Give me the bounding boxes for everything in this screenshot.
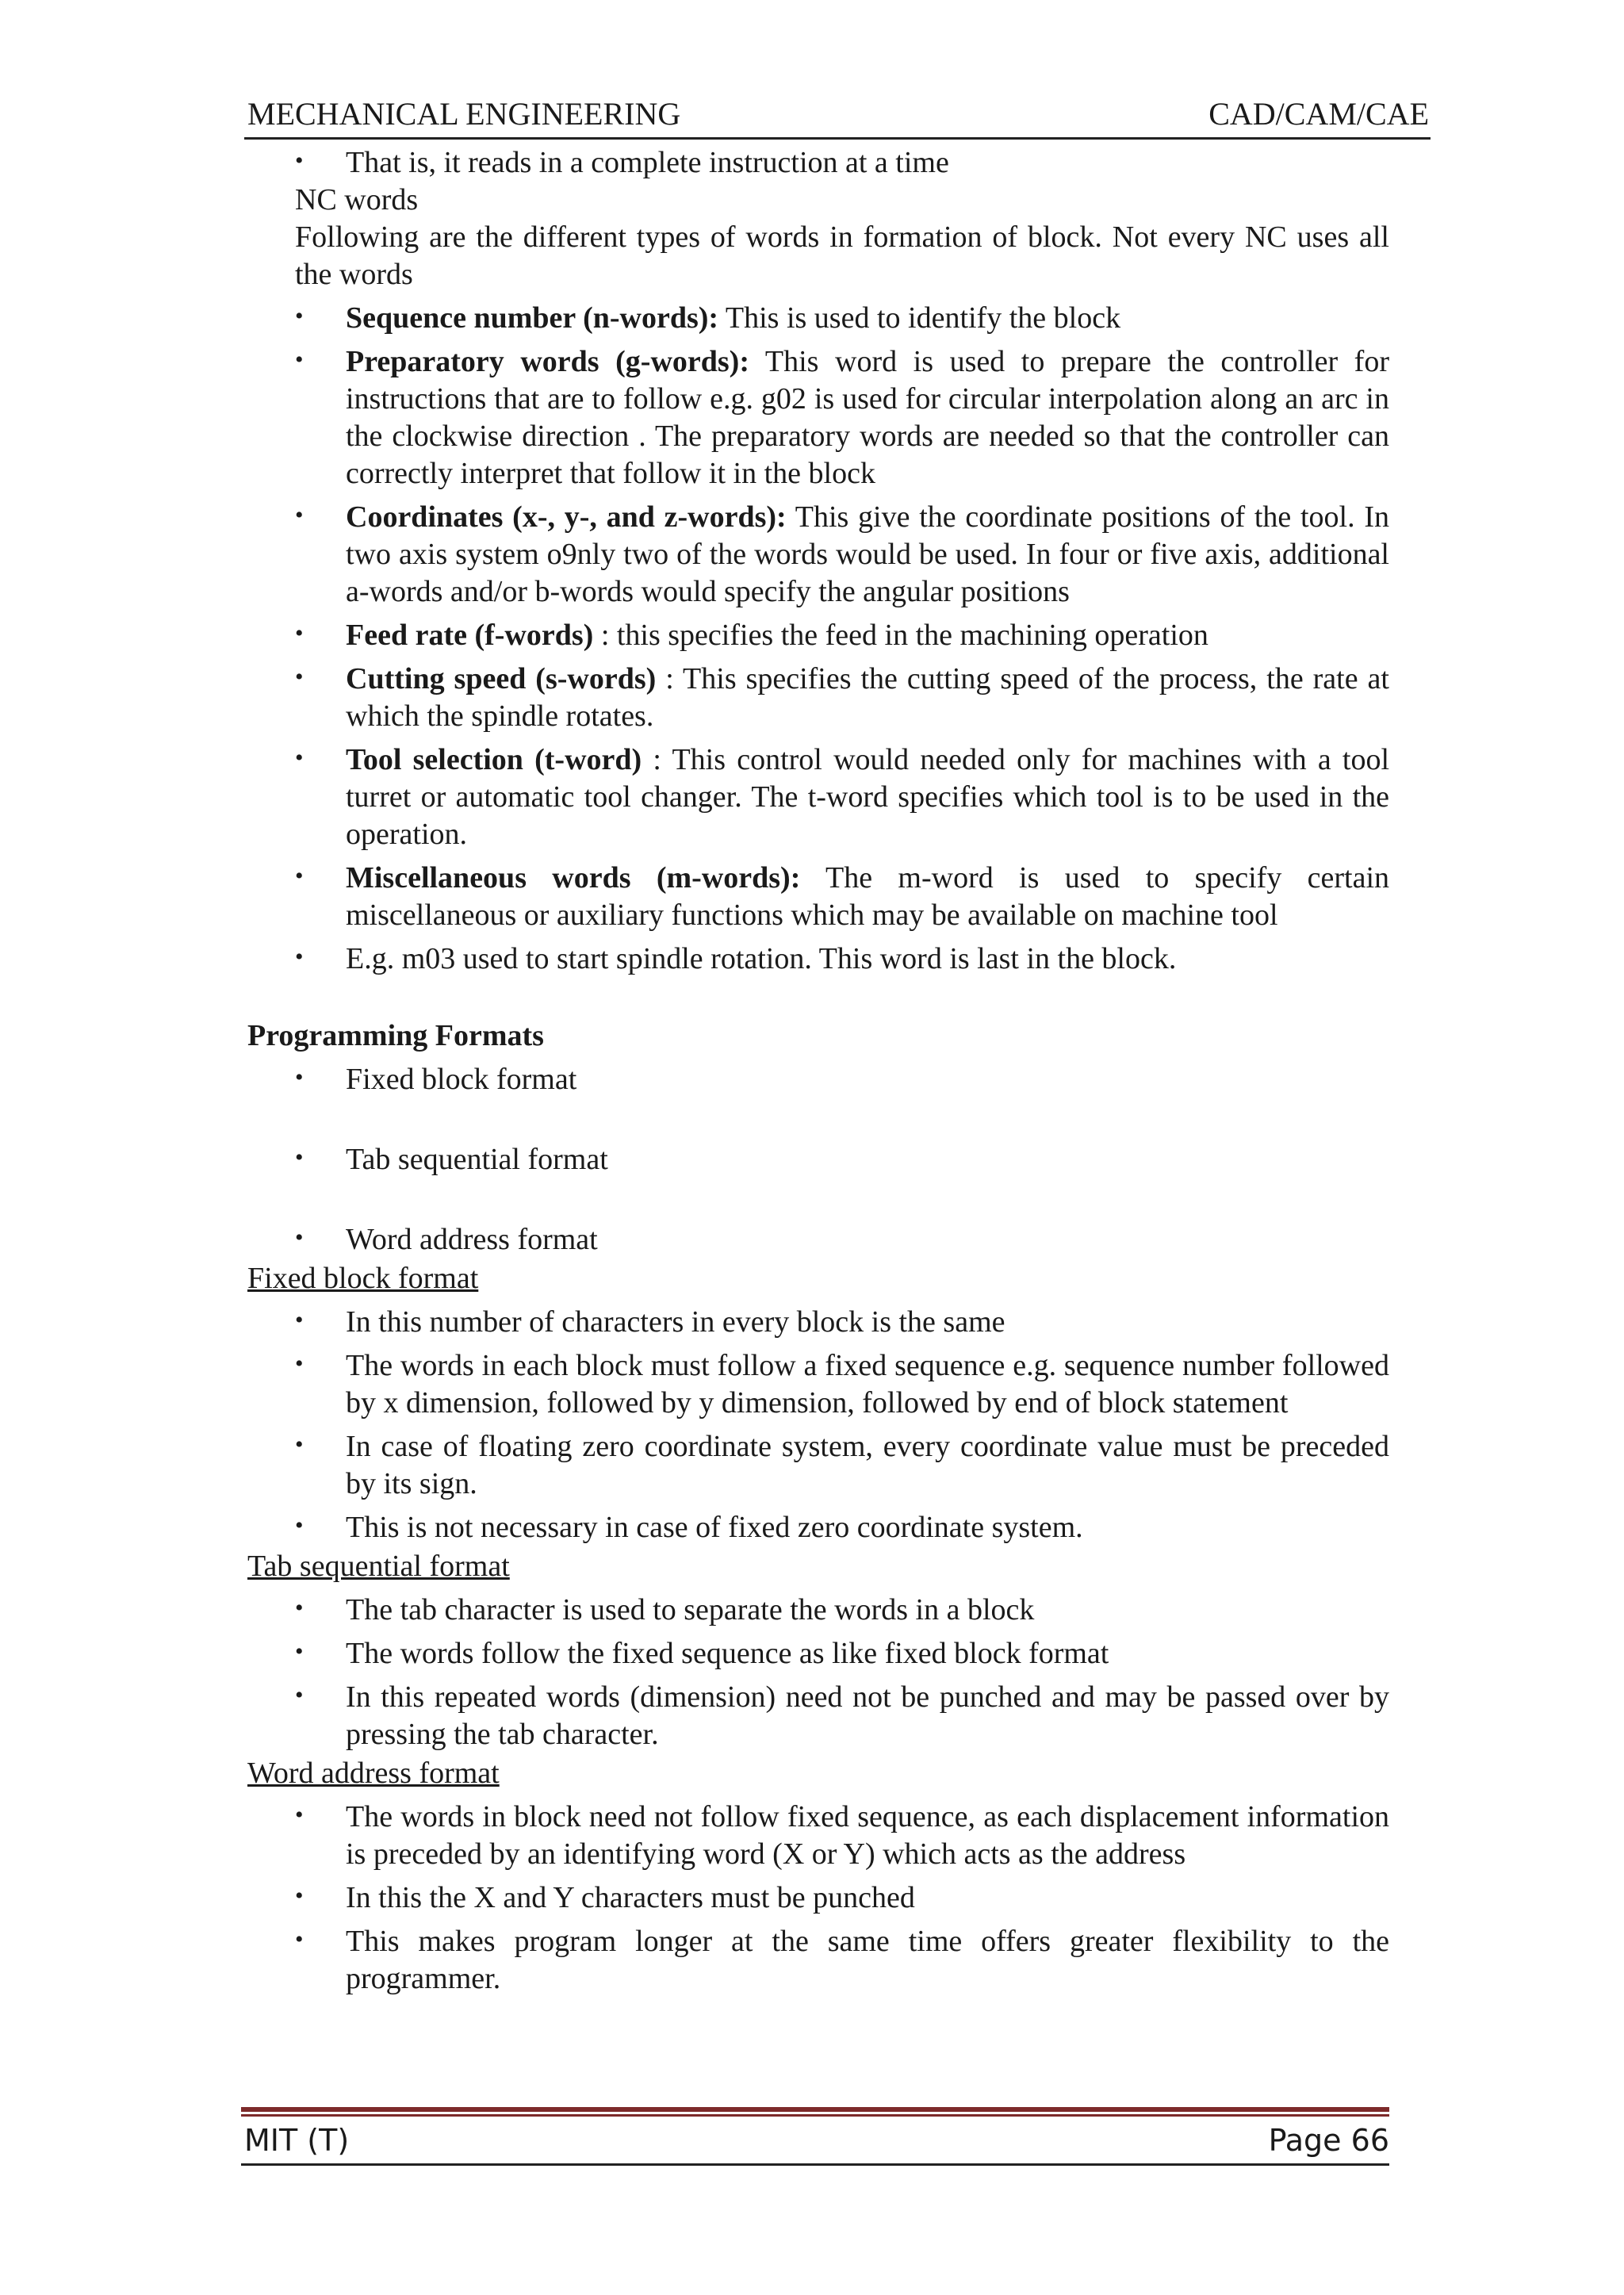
item-text: : This specifies the cutting speed of the process, the rate at which the spindle rotates. [346,662,1389,733]
header-left: MECHANICAL ENGINEERING [247,96,681,132]
nc-words-intro: Following are the different types of words in formation of block. Not every NC uses all the words [295,220,1389,291]
word-address-list [247,1799,1389,1998]
item-term: Sequence number (n-words): [346,301,719,335]
list-item: • This is not necessary in case of fixed zero coordinate system. [247,1509,1389,1546]
item-text: : This control would needed only for machines with a tool turret or automatic tool changer. The t-word specifies which tool is to be used in the operation. [346,743,1390,851]
list-item: • In this the X and Y characters must be punched [247,1879,1389,1917]
list-item: • In case of floating zero coordinate system, every coordinate value must be preceded by its sign. [247,1428,1389,1503]
item-term: Miscellaneous words (m-words): [346,861,801,895]
nc-words-list [247,300,1389,978]
list-item [247,860,1389,934]
intro-bullet: • That is, it reads in a complete instruction at a time [247,144,1389,182]
page-number: Page 66 [1268,2123,1389,2158]
item-text: The m-word is used to specify certain miscellaneous or auxiliary functions which may be available on machine tool [346,861,1390,932]
list-item: • In this number of characters in every block is the same [247,1304,1389,1341]
tab-sequential-list [247,1592,1389,1753]
item-term: Feed rate (f-words) [346,619,594,652]
item-term: Cutting speed (s-words) [346,662,657,695]
list-item: • This makes program longer at the same time offers greater flexibility to the programmer. [247,1923,1389,1998]
footer-bottom-rule [241,2163,1389,2166]
fixed-block-heading: Fixed block format [247,1262,479,1295]
page-content [247,144,1389,1998]
item-text: E.g. m03 used to start spindle rotation. This word is last in the block. [346,942,1177,975]
list-item [247,941,1389,978]
list-item: • The words follow the fixed sequence as like fixed block format [247,1635,1389,1672]
fixed-block-list [247,1304,1389,1546]
item-term: Preparatory words (g-words): [346,345,749,378]
footer-rule-thick [241,2107,1389,2112]
list-item: • The tab character is used to separate the words in a block [247,1592,1389,1629]
list-item [247,617,1389,654]
item-text: : this specifies the feed in the machining operation [593,619,1208,652]
footer-left: MIT (T) [244,2123,350,2158]
item-term: Tool selection (t-word) [346,743,642,776]
programming-formats-list [247,1061,1389,1259]
list-item: • Fixed block format [247,1061,1389,1098]
list-item [247,741,1389,853]
tab-sequential-heading: Tab sequential format [247,1550,510,1583]
item-text: This give the coordinate positions of the tool. In two axis system o9nly two of the words would be used. In four or five axis, additional a-words and/or b-words would specify the angular positions [346,500,1390,608]
list-item [247,661,1389,735]
programming-formats-heading: Programming Formats [247,1019,544,1052]
page-header [247,94,1429,135]
header-rule [244,137,1431,140]
list-item: • The words in each block must follow a fixed sequence e.g. sequence number followed by x dimension, followed by y dimension, followed by end of block statement [247,1347,1389,1422]
item-text: This word is used to prepare the controller for instructions that are to follow e.g. g02 is used for circular interpolation along an arc in the clockwise direction . The preparatory words are needed so that the controller can correctly interpret that follow it in the block [346,345,1389,490]
header-right: CAD/CAM/CAE [1208,96,1429,132]
word-address-heading: Word address format [247,1757,500,1790]
item-text: This is used to identify the block [718,301,1121,335]
list-item [247,300,1389,337]
list-item: • In this repeated words (dimension) need not be punched and may be passed over by pressing the tab character. [247,1679,1389,1753]
item-term: Coordinates (x-, y-, and z-words): [346,500,787,534]
list-item: • The words in block need not follow fixed sequence, as each displacement information is preceded by an identifying word (X or Y) which acts as the address [247,1799,1389,1873]
page-footer [244,2119,1389,2162]
list-item [247,343,1389,492]
list-item: • Tab sequential format [247,1141,1389,1178]
footer-rule-thin [241,2114,1389,2117]
list-item [247,499,1389,611]
nc-words-title: NC words [295,183,419,216]
list-item: • Word address format [247,1221,1389,1259]
